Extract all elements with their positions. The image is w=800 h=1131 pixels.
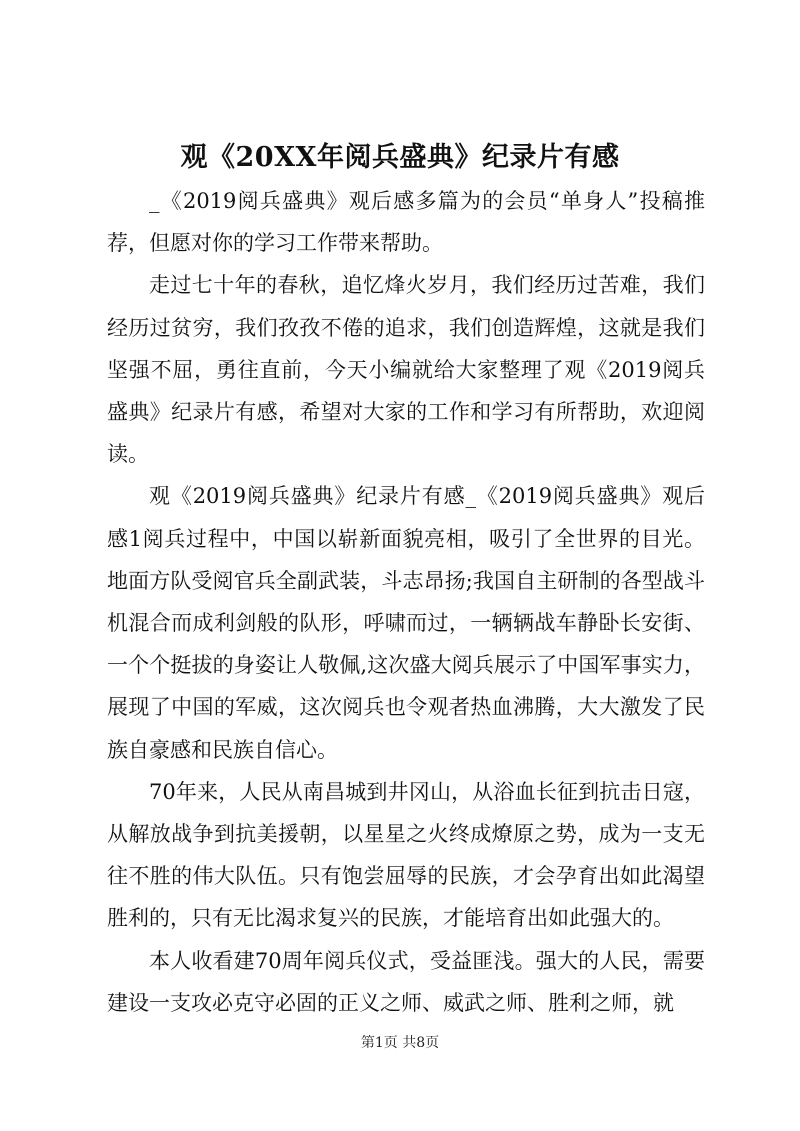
paragraph: 走过七十年的春秋，追忆烽火岁月，我们经历过苦难，我们经历过贫穷，我们孜孜不倦的追求，我们创造辉煌，这就是我们坚强不屈，勇往直前，今天小编就给大家整理了观《2019阅兵盛典》纪录片有感，希望对大家的工作和学习有所帮助，欢迎阅读。 xyxy=(107,273,705,467)
paragraph: 本人收看建70周年阅兵仪式，受益匪浅。强大的人民，需要建设一支攻必克守必固的正义之师、威武之师、胜利之师，就 xyxy=(107,948,705,1015)
paragraph: 70年来，人民从南昌城到井冈山，从浴血长征到抗击日寇，从解放战争到抗美援朝，以星星之火终成燎原之势，成为一支无往不胜的伟大队伍。只有饱尝屈辱的民族，才会孕育出如此渴望胜利的，只有无比渴求复兴的民族，才能培育出如此强大的。 xyxy=(107,779,705,931)
document-body xyxy=(107,180,705,1024)
paragraph: 观《2019阅兵盛典》纪录片有感_《2019阅兵盛典》观后感1阅兵过程中，中国以崭新面貌亮相，吸引了全世界的目光。地面方队受阅官兵全副武装，斗志昂扬;我国自主研制的各型战斗机混合而成利剑般的队形，呼啸而过，一辆辆战车静卧长安街、一个个挺拔的身姿让人敬佩,这次盛大阅兵展示了中国军事实力，展现了中国的军威，这次阅兵也令观者热血沸腾，大大激发了民族自豪感和民族自信心。 xyxy=(107,484,705,762)
page-footer: 第1页 共8页 xyxy=(360,1035,440,1051)
paragraph: _《2019阅兵盛典》观后感多篇为的会员“单身人”投稿推荐，但愿对你的学习工作带来帮助。 xyxy=(107,189,705,256)
document-title: 观《20XX年阅兵盛典》纪录片有感 xyxy=(180,142,620,173)
